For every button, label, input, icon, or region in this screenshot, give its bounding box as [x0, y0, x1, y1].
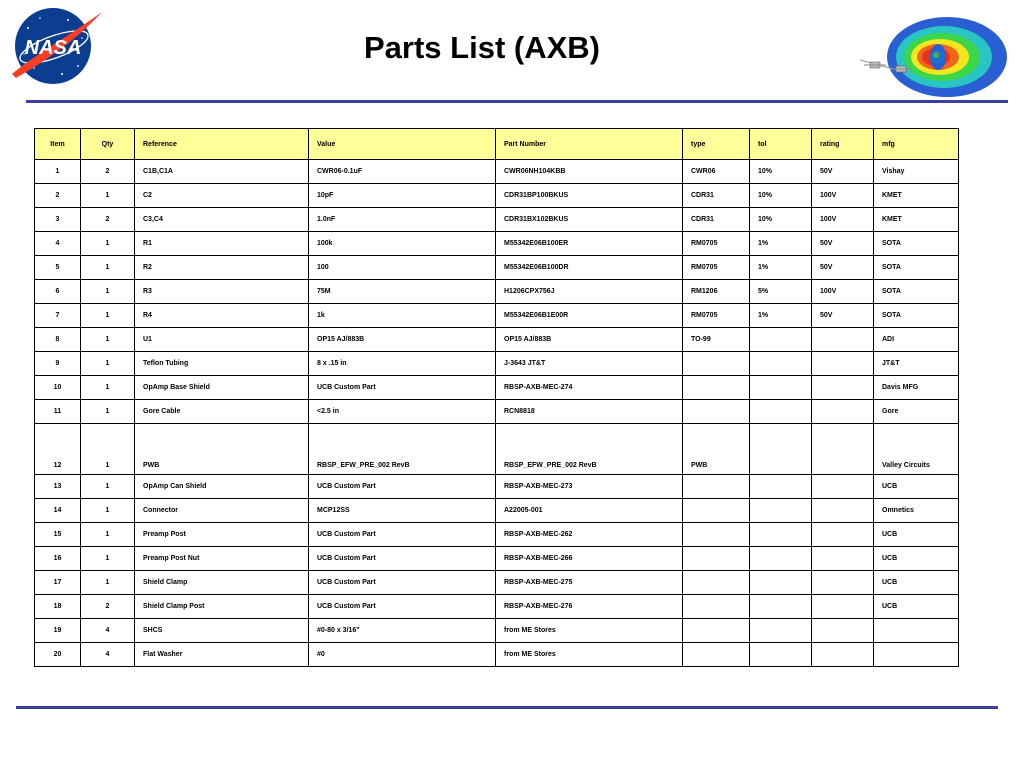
- rating-cell: [812, 523, 874, 547]
- part-number-cell: RBSP-AXB-MEC-266: [496, 547, 683, 571]
- tol-cell: [750, 571, 812, 595]
- value-cell: OP15 AJ/883B: [309, 328, 496, 352]
- mfg-cell: SOTA: [874, 256, 959, 280]
- value-cell: #0: [309, 643, 496, 667]
- mfg-cell: Davis MFG: [874, 376, 959, 400]
- tol-cell: [750, 499, 812, 523]
- table-row: [35, 547, 959, 571]
- qty-cell: 1: [81, 499, 135, 523]
- part-number-cell: from ME Stores: [496, 643, 683, 667]
- qty-cell: 1: [81, 424, 135, 475]
- reference-cell: Gore Cable: [135, 400, 309, 424]
- column-header: type: [683, 129, 750, 160]
- item-cell: 9: [35, 352, 81, 376]
- table-row: [35, 571, 959, 595]
- radiation-belts-illustration: [852, 12, 1012, 102]
- qty-cell: 4: [81, 619, 135, 643]
- rating-cell: [812, 571, 874, 595]
- table-row: [35, 523, 959, 547]
- value-cell: 1.0nF: [309, 208, 496, 232]
- item-cell: 3: [35, 208, 81, 232]
- value-cell: 100k: [309, 232, 496, 256]
- nasa-logo-text: NASA: [24, 37, 82, 59]
- value-cell: UCB Custom Part: [309, 475, 496, 499]
- mfg-cell: Vishay: [874, 160, 959, 184]
- type-cell: PWB: [683, 424, 750, 475]
- tol-cell: [750, 376, 812, 400]
- item-cell: 6: [35, 280, 81, 304]
- mfg-cell: Gore: [874, 400, 959, 424]
- item-cell: 2: [35, 184, 81, 208]
- item-cell: 11: [35, 400, 81, 424]
- table-row: [35, 304, 959, 328]
- item-cell: 10: [35, 376, 81, 400]
- reference-cell: C2: [135, 184, 309, 208]
- reference-cell: U1: [135, 328, 309, 352]
- value-cell: MCP12SS: [309, 499, 496, 523]
- value-cell: CWR06-0.1uF: [309, 160, 496, 184]
- column-header: Part Number: [496, 129, 683, 160]
- table-row: [35, 232, 959, 256]
- table-row: [35, 280, 959, 304]
- item-cell: 8: [35, 328, 81, 352]
- part-number-cell: RBSP-AXB-MEC-273: [496, 475, 683, 499]
- qty-cell: 2: [81, 160, 135, 184]
- mfg-cell: Omnetics: [874, 499, 959, 523]
- item-cell: 18: [35, 595, 81, 619]
- tol-cell: [750, 400, 812, 424]
- qty-cell: 1: [81, 571, 135, 595]
- column-header: tol: [750, 129, 812, 160]
- item-cell: 16: [35, 547, 81, 571]
- value-cell: 100: [309, 256, 496, 280]
- tol-cell: 1%: [750, 304, 812, 328]
- reference-cell: C1B,C1A: [135, 160, 309, 184]
- tol-cell: 10%: [750, 184, 812, 208]
- qty-cell: 4: [81, 643, 135, 667]
- qty-cell: 1: [81, 352, 135, 376]
- mfg-cell: SOTA: [874, 280, 959, 304]
- parts-table: [34, 128, 959, 667]
- part-number-cell: M55342E06B100ER: [496, 232, 683, 256]
- qty-cell: 1: [81, 256, 135, 280]
- qty-cell: 1: [81, 184, 135, 208]
- value-cell: 8 x .15 in: [309, 352, 496, 376]
- mfg-cell: UCB: [874, 475, 959, 499]
- reference-cell: OpAmp Can Shield: [135, 475, 309, 499]
- mfg-cell: KMET: [874, 184, 959, 208]
- rating-cell: [812, 424, 874, 475]
- qty-cell: 1: [81, 280, 135, 304]
- mfg-cell: UCB: [874, 595, 959, 619]
- part-number-cell: CDR31BX102BKUS: [496, 208, 683, 232]
- column-header: Reference: [135, 129, 309, 160]
- qty-cell: 2: [81, 595, 135, 619]
- reference-cell: Preamp Post Nut: [135, 547, 309, 571]
- tol-cell: 5%: [750, 280, 812, 304]
- rating-cell: 50V: [812, 256, 874, 280]
- type-cell: CDR31: [683, 208, 750, 232]
- top-rule: [26, 100, 1008, 103]
- qty-cell: 1: [81, 523, 135, 547]
- rating-cell: [812, 352, 874, 376]
- column-header: mfg: [874, 129, 959, 160]
- reference-cell: R3: [135, 280, 309, 304]
- type-cell: RM0705: [683, 304, 750, 328]
- table-row: [35, 376, 959, 400]
- item-cell: 13: [35, 475, 81, 499]
- table-row: [35, 328, 959, 352]
- part-number-cell: H1206CPX756J: [496, 280, 683, 304]
- rating-cell: 50V: [812, 304, 874, 328]
- type-cell: [683, 475, 750, 499]
- part-number-cell: RBSP-AXB-MEC-262: [496, 523, 683, 547]
- table-row: [35, 424, 959, 475]
- type-cell: TO-99: [683, 328, 750, 352]
- tol-cell: [750, 475, 812, 499]
- tol-cell: [750, 547, 812, 571]
- table-row: [35, 160, 959, 184]
- rating-cell: [812, 376, 874, 400]
- part-number-cell: M55342E06B1E00R: [496, 304, 683, 328]
- table-header-row: [35, 129, 959, 160]
- rating-cell: 100V: [812, 208, 874, 232]
- item-cell: 5: [35, 256, 81, 280]
- tol-cell: [750, 352, 812, 376]
- qty-cell: 1: [81, 304, 135, 328]
- reference-cell: R2: [135, 256, 309, 280]
- bottom-rule: [16, 706, 998, 709]
- qty-cell: 2: [81, 208, 135, 232]
- reference-cell: PWB: [135, 424, 309, 475]
- qty-cell: 1: [81, 376, 135, 400]
- part-number-cell: from ME Stores: [496, 619, 683, 643]
- rating-cell: [812, 328, 874, 352]
- table-row: [35, 208, 959, 232]
- part-number-cell: OP15 AJ/883B: [496, 328, 683, 352]
- tol-cell: [750, 619, 812, 643]
- rating-cell: 100V: [812, 280, 874, 304]
- mfg-cell: [874, 643, 959, 667]
- reference-cell: Flat Washer: [135, 643, 309, 667]
- part-number-cell: M55342E06B100DR: [496, 256, 683, 280]
- reference-cell: Preamp Post: [135, 523, 309, 547]
- mfg-cell: JT&T: [874, 352, 959, 376]
- mfg-cell: UCB: [874, 523, 959, 547]
- qty-cell: 1: [81, 328, 135, 352]
- tol-cell: [750, 523, 812, 547]
- rating-cell: [812, 595, 874, 619]
- table-row: [35, 643, 959, 667]
- tol-cell: 10%: [750, 208, 812, 232]
- tol-cell: [750, 328, 812, 352]
- mfg-cell: Valley Circuits: [874, 424, 959, 475]
- part-number-cell: CWR06NH104KBB: [496, 160, 683, 184]
- part-number-cell: RBSP_EFW_PRE_002 RevB: [496, 424, 683, 475]
- table-row: [35, 475, 959, 499]
- part-number-cell: RBSP-AXB-MEC-275: [496, 571, 683, 595]
- type-cell: [683, 499, 750, 523]
- reference-cell: R4: [135, 304, 309, 328]
- mfg-cell: UCB: [874, 571, 959, 595]
- value-cell: #0-80 x 3/16": [309, 619, 496, 643]
- rating-cell: 50V: [812, 160, 874, 184]
- item-cell: 7: [35, 304, 81, 328]
- tol-cell: [750, 424, 812, 475]
- rating-cell: 50V: [812, 232, 874, 256]
- table-row: [35, 184, 959, 208]
- qty-cell: 1: [81, 547, 135, 571]
- part-number-cell: A22005-001: [496, 499, 683, 523]
- reference-cell: Shield Clamp: [135, 571, 309, 595]
- item-cell: 14: [35, 499, 81, 523]
- mfg-cell: KMET: [874, 208, 959, 232]
- part-number-cell: RBSP-AXB-MEC-274: [496, 376, 683, 400]
- table-row: [35, 595, 959, 619]
- table-row: [35, 619, 959, 643]
- tol-cell: [750, 595, 812, 619]
- value-cell: UCB Custom Part: [309, 523, 496, 547]
- part-number-cell: J-3643 JT&T: [496, 352, 683, 376]
- type-cell: CWR06: [683, 160, 750, 184]
- value-cell: 75M: [309, 280, 496, 304]
- value-cell: 10pF: [309, 184, 496, 208]
- value-cell: RBSP_EFW_PRE_002 RevB: [309, 424, 496, 475]
- table-row: [35, 499, 959, 523]
- type-cell: [683, 571, 750, 595]
- reference-cell: Shield Clamp Post: [135, 595, 309, 619]
- column-header: Value: [309, 129, 496, 160]
- page-title: Parts List (AXB): [364, 30, 600, 65]
- reference-cell: C3,C4: [135, 208, 309, 232]
- value-cell: UCB Custom Part: [309, 571, 496, 595]
- value-cell: UCB Custom Part: [309, 376, 496, 400]
- type-cell: [683, 352, 750, 376]
- tol-cell: [750, 643, 812, 667]
- type-cell: CDR31: [683, 184, 750, 208]
- item-cell: 20: [35, 643, 81, 667]
- value-cell: UCB Custom Part: [309, 595, 496, 619]
- type-cell: [683, 523, 750, 547]
- tol-cell: 1%: [750, 256, 812, 280]
- rating-cell: [812, 400, 874, 424]
- item-cell: 15: [35, 523, 81, 547]
- rating-cell: [812, 475, 874, 499]
- reference-cell: Connector: [135, 499, 309, 523]
- reference-cell: Teflon Tubing: [135, 352, 309, 376]
- rating-cell: [812, 547, 874, 571]
- reference-cell: SHCS: [135, 619, 309, 643]
- type-cell: [683, 595, 750, 619]
- rating-cell: [812, 643, 874, 667]
- column-header: Item: [35, 129, 81, 160]
- mfg-cell: UCB: [874, 547, 959, 571]
- type-cell: RM0705: [683, 232, 750, 256]
- type-cell: RM1206: [683, 280, 750, 304]
- value-cell: UCB Custom Part: [309, 547, 496, 571]
- rating-cell: 100V: [812, 184, 874, 208]
- value-cell: 1k: [309, 304, 496, 328]
- qty-cell: 1: [81, 400, 135, 424]
- rating-cell: [812, 619, 874, 643]
- item-cell: 12: [35, 424, 81, 475]
- mfg-cell: [874, 619, 959, 643]
- type-cell: [683, 619, 750, 643]
- type-cell: [683, 547, 750, 571]
- table-row: [35, 256, 959, 280]
- item-cell: 4: [35, 232, 81, 256]
- tol-cell: 1%: [750, 232, 812, 256]
- tol-cell: 10%: [750, 160, 812, 184]
- qty-cell: 1: [81, 475, 135, 499]
- part-number-cell: RBSP-AXB-MEC-276: [496, 595, 683, 619]
- type-cell: RM0705: [683, 256, 750, 280]
- item-cell: 17: [35, 571, 81, 595]
- part-number-cell: CDR31BP100BKUS: [496, 184, 683, 208]
- mfg-cell: SOTA: [874, 232, 959, 256]
- value-cell: <2.5 in: [309, 400, 496, 424]
- mfg-cell: SOTA: [874, 304, 959, 328]
- type-cell: [683, 376, 750, 400]
- mfg-cell: ADI: [874, 328, 959, 352]
- part-number-cell: RCN8818: [496, 400, 683, 424]
- column-header: Qty: [81, 129, 135, 160]
- reference-cell: R1: [135, 232, 309, 256]
- reference-cell: OpAmp Base Shield: [135, 376, 309, 400]
- table-row: [35, 400, 959, 424]
- column-header: rating: [812, 129, 874, 160]
- rating-cell: [812, 499, 874, 523]
- item-cell: 19: [35, 619, 81, 643]
- qty-cell: 1: [81, 232, 135, 256]
- table-row: [35, 352, 959, 376]
- item-cell: 1: [35, 160, 81, 184]
- type-cell: [683, 400, 750, 424]
- type-cell: [683, 643, 750, 667]
